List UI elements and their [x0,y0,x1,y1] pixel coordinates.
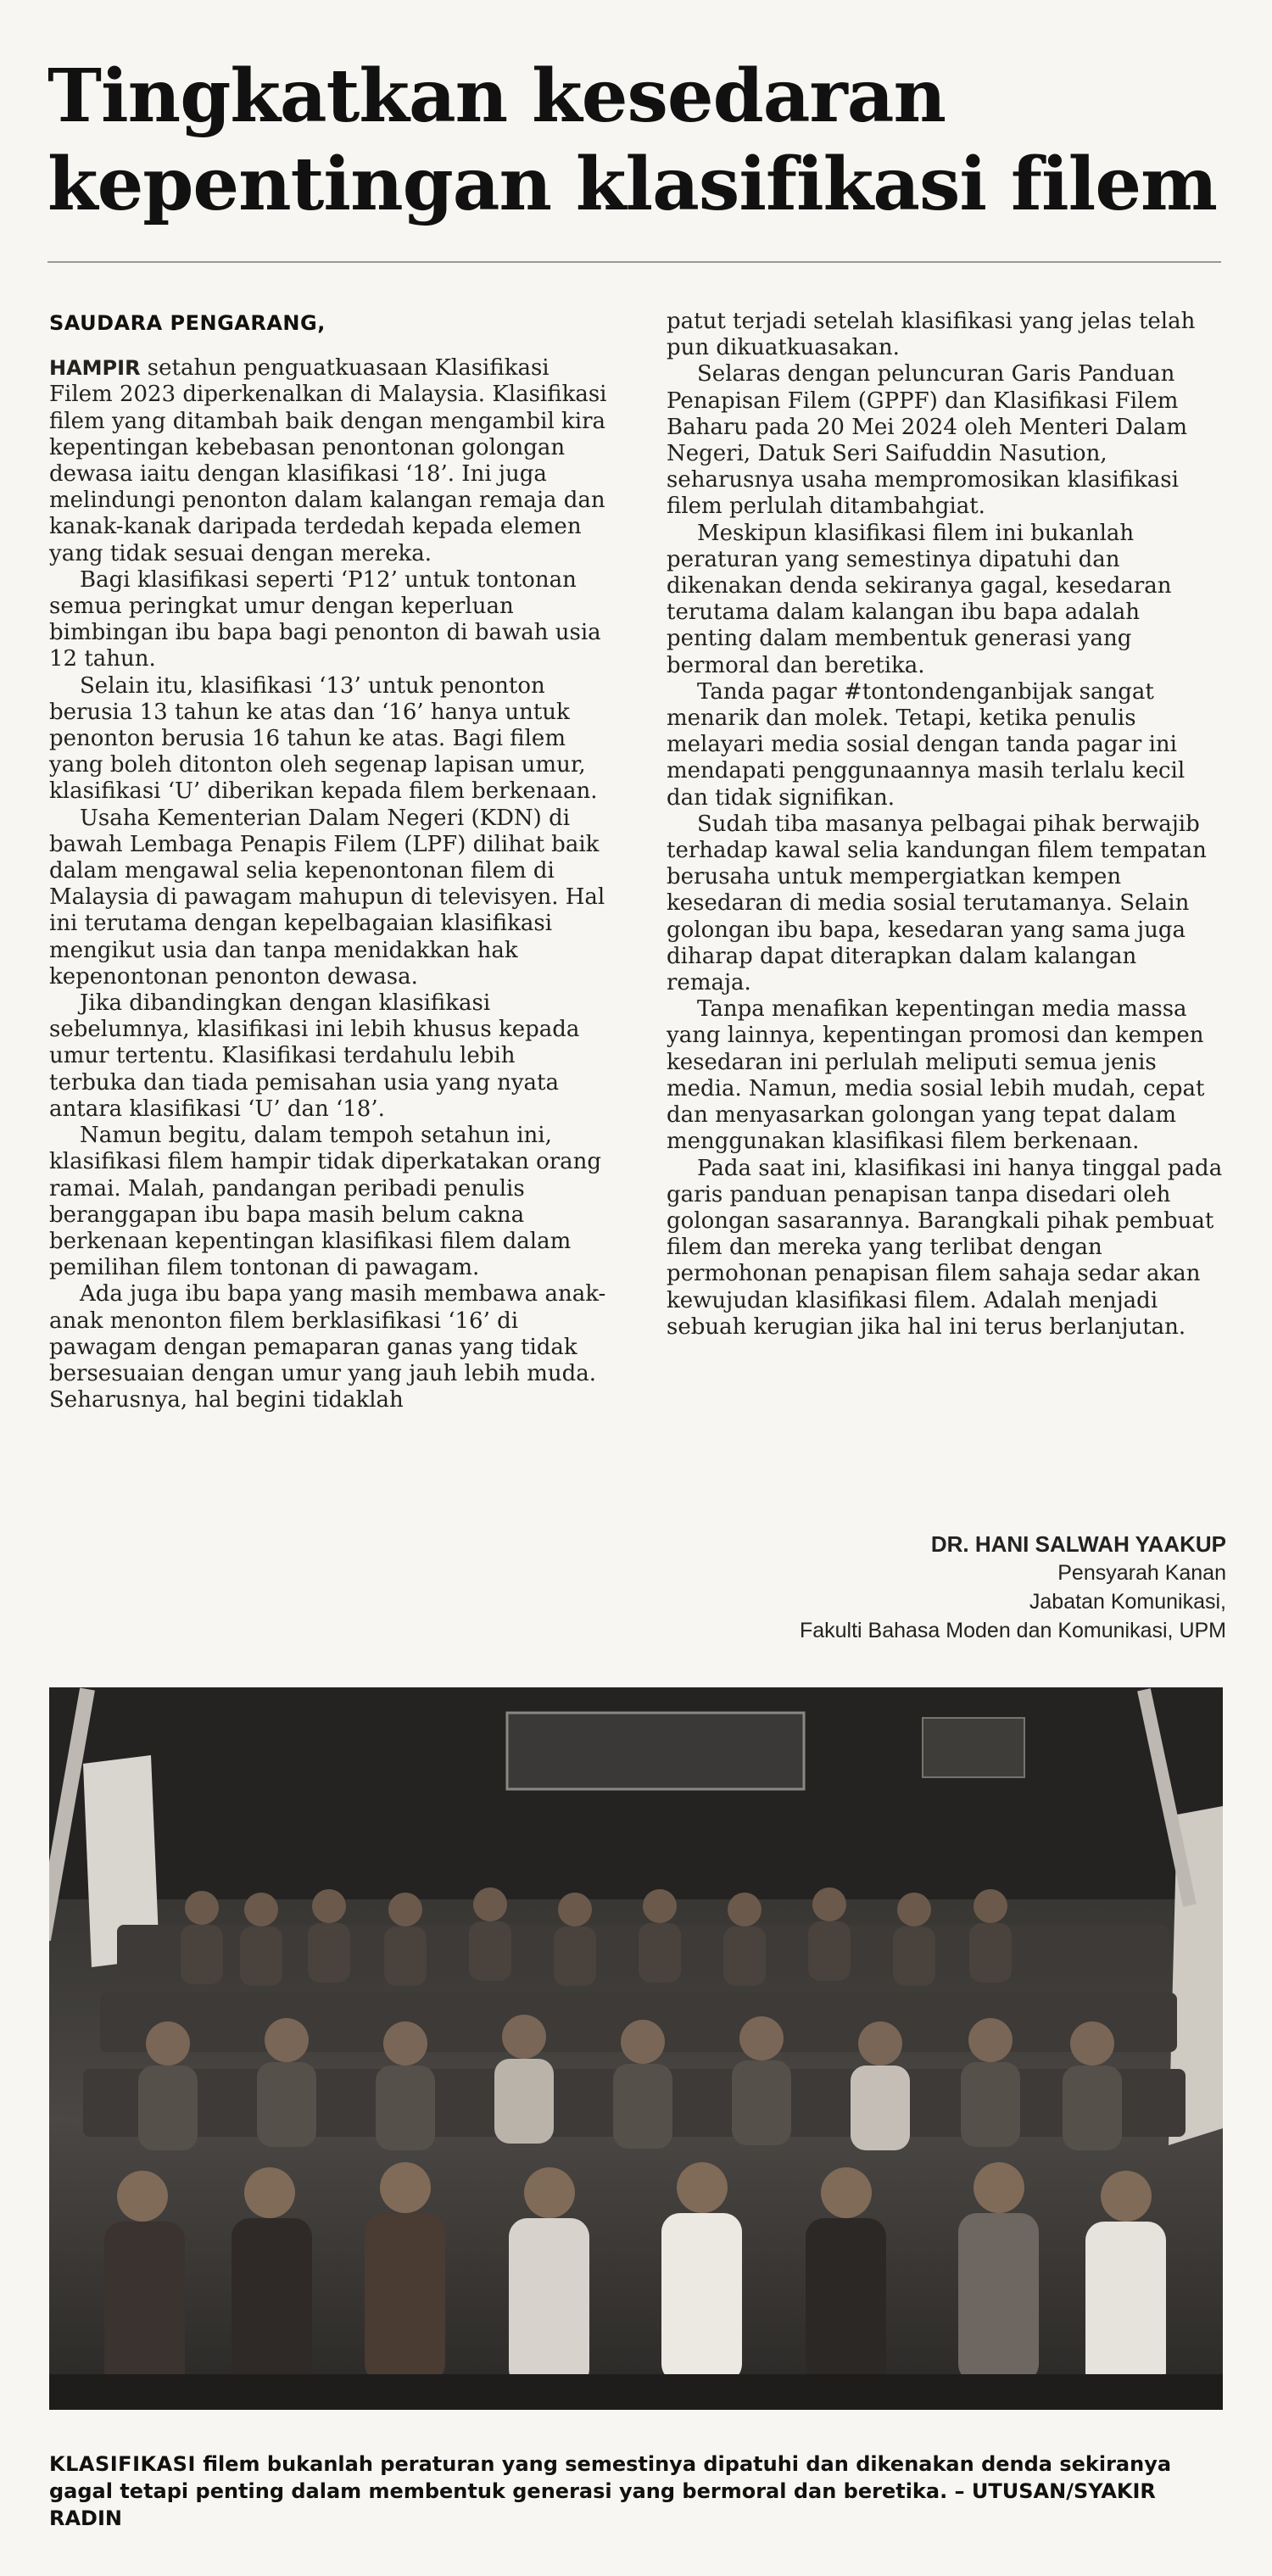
paragraph-9: Meskipun klasifikasi filem ini bukanlah peraturan yang semestinya dipatuhi dan dikenakan denda sekiranya gagal, kesedaran terutama dalam kalangan ibu bapa adalah penting dalam membentuk generasi yang bermoral dan beretika. [667,520,1172,678]
paragraph-2: Bagi klasifikasi seperti ‘P12’ untuk tontonan semua peringkat umur dengan keperluan bimbingan ibu bapa bagi penonton di bawah usia 12 tahun. [49,566,601,672]
author-faculty: Fakulti Bahasa Moden dan Komunikasi, UPM [799,1619,1226,1642]
group-photo [49,1687,1223,2410]
paragraph-6: Namun begitu, dalam tempoh setahun ini, klasifikasi filem hampir tidak diperkatakan orang ramai. Malah, pandangan peribadi penulis beranggapan ibu bapa masih belum cakna berkenaan kepentingan klasifikasi filem dalam pemilihan filem tontonan di pawagam. [49,1123,602,1281]
photo-caption [49,2451,1228,2532]
kicker: SAUDARA PENGARANG, [49,311,326,335]
paragraph-13: Pada saat ini, klasifikasi ini hanya tinggal pada garis panduan penapisan tanpa disedari oleh golongan sasarannya. Barangkali pihak pembuat filem dan mereka yang terlibat dengan permohonan penapisan filem sahaja sedar akan kewujudan klasifikasi filem. Adalah menjadi sebuah kerugian jika hal ini terus berlanjutan. [667,1155,1223,1340]
author-name: DR. HANI SALWAH YAAKUP [930,1531,1226,1557]
paragraph-7: Ada juga ibu bapa yang masih membawa anak-anak menonton filem berklasifikasi ‘16’ di pawagam dengan pemaparan ganas yang tidak bersesuaian dengan umur yang jauh lebih muda. Seharusnya, hal begini tidaklah [49,1281,606,1413]
paragraph-12: Tanpa menafikan kepentingan media massa yang lainnya, kepentingan promosi dan kempen kesedaran ini perlulah meliputi semua jenis media. Namun, media sosial lebih mudah, cepat dan menyasarkan golongan yang tepat dalam menggunakan klasifikasi filem berkenaan. [667,996,1205,1155]
paragraph-5: Jika dibandingkan dengan klasifikasi sebelumnya, klasifikasi ini lebih khusus kepada umur tertentu. Klasifikasi terdahulu lebih terbuka dan tiada pemisahan usia yang nyata antara klasifikasi ‘U’ dan ‘18’. [49,990,580,1122]
caption-text: filem bukanlah peraturan yang semestinya dipatuhi dan dikenakan denda sekiranya gagal tetapi penting dalam membentuk generasi yang bermoral dan beretika. – UTUSAN/SYAKIR RADIN [49,2452,1172,2530]
paragraph-4: Usaha Kementerian Dalam Negeri (KDN) di bawah Lembaga Penapis Filem (LPF) dilihat baik dalam mengawal selia kepenontonan filem di Malaysia di pawagam mahupun di televisyen. Hal ini terutama dengan kepelbagaian klasifikasi mengikut usia dan tanpa menidakkan hak kepenontonan penonton dewasa. [49,805,605,990]
paragraph-1 [49,355,609,567]
paragraph-8: Selaras dengan peluncuran Garis Panduan Penapisan Filem (GPPF) dan Klasifikasi Filem Baharu pada 20 Mei 2024 oleh Menteri Dalam Negeri, Datuk Seri Saifuddin Nasution, seharusnya usaha mempromosikan klasifikasi filem perlulah ditambahgiat. [667,361,1187,520]
article-column-right [667,309,1226,1341]
group-photo-illustration [49,1687,1223,2410]
paragraph-1-text: setahun penguatkuasaan Klasifikasi Filem 2023 diperkenalkan di Malaysia. Klasifikasi filem yang ditambah baik dengan mengambil kira kepentingan kebebasan penontonan golongan dewasa iaitu dengan klasifikasi ‘18’. Ini juga melindungi penonton dalam kalangan remaja dan kanak-kanak daripada terdedah kepada elemen yang tidak sesuai dengan mereka. [49,355,607,566]
headline-line-1: Tingkatkan kesedaran [47,53,946,139]
author-title: Pensyarah Kanan [1057,1561,1226,1585]
paragraph-3: Selain itu, klasifikasi ‘13’ untuk penonton berusia 13 tahun ke atas dan ‘16’ hanya untuk penonton berusia 16 tahun ke atas. Bagi filem yang boleh ditonton oleh segenap lapisan umur, klasifikasi ‘U’ diberikan kepada filem berkenaan. [49,672,598,805]
article-column-left [49,310,609,1413]
author-department: Jabatan Komunikasi, [1029,1590,1226,1614]
paragraph-7-continued: patut terjadi setelah klasifikasi yang jelas telah pun dikuatkuasakan. [667,309,1196,361]
caption-lead: KLASIFIKASI [49,2452,196,2476]
headline [47,53,1235,229]
headline-divider [47,261,1221,263]
paragraph-11: Sudah tiba masanya pelbagai pihak berwajib terhadap kawal selia kandungan filem tempatan berusaha untuk mempergiatkan kempen kesedaran di media sosial terutamanya. Selain golongan ibu bapa, kesedaran yang sama juga diharap dapat diterapkan dalam kalangan remaja. [667,811,1207,996]
lead-word: HAMPIR [49,356,141,381]
headline-line-2: kepentingan klasifikasi filem [47,142,1218,227]
author-signature [667,1530,1226,1645]
paragraph-10: Tanda pagar #tontondenganbijak sangat menarik dan molek. Tetapi, ketika penulis melayari media sosial dengan tanda pagar ini mendapati penggunaannya masih terlalu kecil dan tidak signifikan. [667,678,1186,811]
